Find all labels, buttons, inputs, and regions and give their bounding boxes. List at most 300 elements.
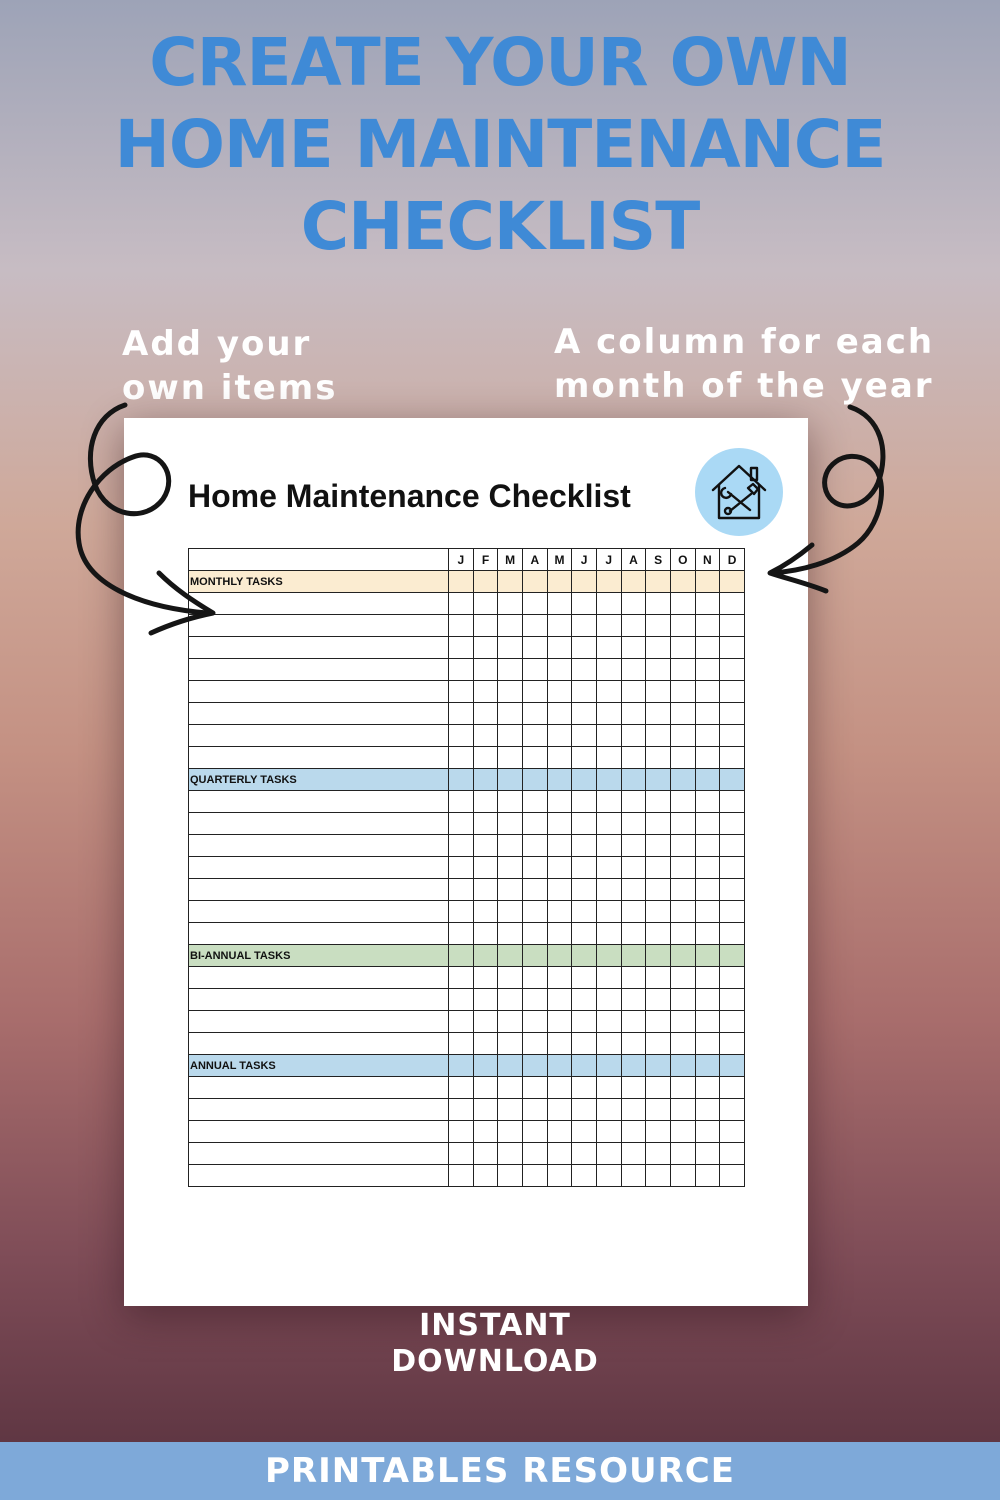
check-cell[interactable] [498,725,523,747]
month-cell[interactable] [547,769,572,791]
check-cell[interactable] [449,681,474,703]
check-cell[interactable] [621,637,646,659]
check-cell[interactable] [572,1099,597,1121]
check-cell[interactable] [473,747,498,769]
check-cell[interactable] [596,1165,621,1187]
check-cell[interactable] [547,1033,572,1055]
check-cell[interactable] [646,1077,671,1099]
check-cell[interactable] [621,681,646,703]
check-cell[interactable] [498,857,523,879]
check-cell[interactable] [572,681,597,703]
check-cell[interactable] [522,1121,547,1143]
check-cell[interactable] [473,1033,498,1055]
task-cell[interactable] [189,1099,449,1121]
check-cell[interactable] [720,901,745,923]
task-cell[interactable] [189,703,449,725]
check-cell[interactable] [695,967,720,989]
check-cell[interactable] [522,923,547,945]
check-cell[interactable] [547,593,572,615]
check-cell[interactable] [572,659,597,681]
check-cell[interactable] [449,1121,474,1143]
month-cell[interactable] [670,769,695,791]
check-cell[interactable] [572,1011,597,1033]
month-cell[interactable] [695,1055,720,1077]
month-cell[interactable] [646,1055,671,1077]
month-cell[interactable] [670,1055,695,1077]
check-cell[interactable] [695,835,720,857]
check-cell[interactable] [473,1099,498,1121]
check-cell[interactable] [473,725,498,747]
check-cell[interactable] [596,681,621,703]
check-cell[interactable] [670,989,695,1011]
check-cell[interactable] [695,1143,720,1165]
check-cell[interactable] [572,1077,597,1099]
check-cell[interactable] [498,1121,523,1143]
check-cell[interactable] [498,1077,523,1099]
check-cell[interactable] [572,1143,597,1165]
check-cell[interactable] [720,857,745,879]
check-cell[interactable] [596,615,621,637]
check-cell[interactable] [646,615,671,637]
check-cell[interactable] [572,857,597,879]
check-cell[interactable] [572,923,597,945]
month-cell[interactable] [498,769,523,791]
check-cell[interactable] [449,725,474,747]
check-cell[interactable] [621,1033,646,1055]
check-cell[interactable] [473,1165,498,1187]
task-cell[interactable] [189,1143,449,1165]
check-cell[interactable] [720,1099,745,1121]
month-cell[interactable] [646,571,671,593]
check-cell[interactable] [621,967,646,989]
check-cell[interactable] [498,1143,523,1165]
check-cell[interactable] [473,1143,498,1165]
check-cell[interactable] [670,923,695,945]
check-cell[interactable] [473,791,498,813]
check-cell[interactable] [720,1033,745,1055]
check-cell[interactable] [498,659,523,681]
month-cell[interactable] [621,571,646,593]
check-cell[interactable] [498,923,523,945]
month-cell[interactable] [621,769,646,791]
check-cell[interactable] [720,1121,745,1143]
check-cell[interactable] [596,813,621,835]
task-cell[interactable] [189,725,449,747]
check-cell[interactable] [572,703,597,725]
check-cell[interactable] [621,923,646,945]
check-cell[interactable] [449,1165,474,1187]
task-cell[interactable] [189,923,449,945]
check-cell[interactable] [449,703,474,725]
check-cell[interactable] [572,637,597,659]
month-cell[interactable] [547,1055,572,1077]
check-cell[interactable] [572,593,597,615]
check-cell[interactable] [522,813,547,835]
month-cell[interactable] [646,945,671,967]
check-cell[interactable] [473,923,498,945]
check-cell[interactable] [720,989,745,1011]
check-cell[interactable] [596,725,621,747]
check-cell[interactable] [449,791,474,813]
check-cell[interactable] [646,1121,671,1143]
month-cell[interactable] [596,571,621,593]
task-cell[interactable] [189,791,449,813]
check-cell[interactable] [720,835,745,857]
check-cell[interactable] [547,1121,572,1143]
check-cell[interactable] [522,989,547,1011]
check-cell[interactable] [720,725,745,747]
check-cell[interactable] [720,923,745,945]
check-cell[interactable] [596,791,621,813]
check-cell[interactable] [547,703,572,725]
check-cell[interactable] [547,1165,572,1187]
check-cell[interactable] [646,1033,671,1055]
check-cell[interactable] [473,593,498,615]
check-cell[interactable] [473,879,498,901]
check-cell[interactable] [547,681,572,703]
month-cell[interactable] [473,1055,498,1077]
check-cell[interactable] [572,615,597,637]
check-cell[interactable] [522,857,547,879]
check-cell[interactable] [522,791,547,813]
check-cell[interactable] [522,637,547,659]
month-cell[interactable] [473,769,498,791]
month-cell[interactable] [720,1055,745,1077]
check-cell[interactable] [670,813,695,835]
check-cell[interactable] [547,747,572,769]
check-cell[interactable] [596,1033,621,1055]
check-cell[interactable] [449,813,474,835]
check-cell[interactable] [473,637,498,659]
task-cell[interactable] [189,1033,449,1055]
check-cell[interactable] [449,967,474,989]
check-cell[interactable] [695,791,720,813]
check-cell[interactable] [646,1011,671,1033]
check-cell[interactable] [695,1011,720,1033]
check-cell[interactable] [498,813,523,835]
check-cell[interactable] [720,615,745,637]
check-cell[interactable] [498,1011,523,1033]
month-cell[interactable] [720,571,745,593]
check-cell[interactable] [646,1143,671,1165]
month-cell[interactable] [449,945,474,967]
check-cell[interactable] [621,615,646,637]
check-cell[interactable] [498,637,523,659]
check-cell[interactable] [695,1077,720,1099]
check-cell[interactable] [596,593,621,615]
task-cell[interactable] [189,857,449,879]
check-cell[interactable] [695,989,720,1011]
check-cell[interactable] [596,1099,621,1121]
month-cell[interactable] [720,769,745,791]
check-cell[interactable] [695,747,720,769]
check-cell[interactable] [522,967,547,989]
month-cell[interactable] [522,769,547,791]
check-cell[interactable] [596,637,621,659]
check-cell[interactable] [646,703,671,725]
month-cell[interactable] [621,945,646,967]
check-cell[interactable] [646,879,671,901]
check-cell[interactable] [449,747,474,769]
check-cell[interactable] [547,791,572,813]
check-cell[interactable] [695,857,720,879]
check-cell[interactable] [646,1099,671,1121]
check-cell[interactable] [695,1033,720,1055]
check-cell[interactable] [720,791,745,813]
check-cell[interactable] [547,1011,572,1033]
month-cell[interactable] [522,1055,547,1077]
check-cell[interactable] [670,659,695,681]
check-cell[interactable] [695,615,720,637]
check-cell[interactable] [646,681,671,703]
month-cell[interactable] [572,1055,597,1077]
check-cell[interactable] [670,967,695,989]
check-cell[interactable] [522,879,547,901]
check-cell[interactable] [621,747,646,769]
check-cell[interactable] [449,659,474,681]
check-cell[interactable] [670,725,695,747]
check-cell[interactable] [670,703,695,725]
month-cell[interactable] [449,769,474,791]
check-cell[interactable] [621,1121,646,1143]
check-cell[interactable] [498,989,523,1011]
check-cell[interactable] [720,747,745,769]
check-cell[interactable] [522,1165,547,1187]
check-cell[interactable] [547,901,572,923]
check-cell[interactable] [547,1143,572,1165]
task-cell[interactable] [189,681,449,703]
check-cell[interactable] [621,791,646,813]
task-cell[interactable] [189,813,449,835]
check-cell[interactable] [646,989,671,1011]
check-cell[interactable] [547,615,572,637]
check-cell[interactable] [670,857,695,879]
check-cell[interactable] [695,923,720,945]
month-cell[interactable] [596,769,621,791]
check-cell[interactable] [695,1121,720,1143]
check-cell[interactable] [522,1033,547,1055]
check-cell[interactable] [596,879,621,901]
check-cell[interactable] [473,1121,498,1143]
check-cell[interactable] [473,835,498,857]
check-cell[interactable] [547,967,572,989]
check-cell[interactable] [522,835,547,857]
check-cell[interactable] [596,923,621,945]
check-cell[interactable] [720,1143,745,1165]
check-cell[interactable] [621,989,646,1011]
check-cell[interactable] [572,791,597,813]
check-cell[interactable] [522,1077,547,1099]
check-cell[interactable] [449,923,474,945]
task-cell[interactable] [189,747,449,769]
check-cell[interactable] [498,1033,523,1055]
check-cell[interactable] [720,967,745,989]
check-cell[interactable] [670,1077,695,1099]
check-cell[interactable] [522,659,547,681]
month-cell[interactable] [547,945,572,967]
check-cell[interactable] [720,813,745,835]
check-cell[interactable] [670,1165,695,1187]
check-cell[interactable] [695,593,720,615]
month-cell[interactable] [695,769,720,791]
check-cell[interactable] [621,901,646,923]
check-cell[interactable] [473,901,498,923]
check-cell[interactable] [572,1121,597,1143]
check-cell[interactable] [572,1033,597,1055]
task-cell[interactable] [189,659,449,681]
check-cell[interactable] [449,1143,474,1165]
check-cell[interactable] [670,1099,695,1121]
check-cell[interactable] [522,1143,547,1165]
check-cell[interactable] [473,1011,498,1033]
check-cell[interactable] [449,835,474,857]
month-cell[interactable] [646,769,671,791]
check-cell[interactable] [596,967,621,989]
month-cell[interactable] [596,1055,621,1077]
check-cell[interactable] [522,747,547,769]
month-cell[interactable] [522,945,547,967]
check-cell[interactable] [596,901,621,923]
check-cell[interactable] [572,813,597,835]
check-cell[interactable] [498,879,523,901]
check-cell[interactable] [596,747,621,769]
check-cell[interactable] [646,659,671,681]
check-cell[interactable] [547,835,572,857]
check-cell[interactable] [498,593,523,615]
check-cell[interactable] [646,1165,671,1187]
month-cell[interactable] [621,1055,646,1077]
check-cell[interactable] [547,637,572,659]
check-cell[interactable] [720,659,745,681]
check-cell[interactable] [670,1121,695,1143]
check-cell[interactable] [572,725,597,747]
check-cell[interactable] [695,879,720,901]
task-cell[interactable] [189,901,449,923]
check-cell[interactable] [473,1077,498,1099]
task-cell[interactable] [189,1077,449,1099]
check-cell[interactable] [596,835,621,857]
check-cell[interactable] [522,681,547,703]
check-cell[interactable] [621,1165,646,1187]
check-cell[interactable] [621,1011,646,1033]
check-cell[interactable] [695,813,720,835]
check-cell[interactable] [720,879,745,901]
check-cell[interactable] [646,813,671,835]
check-cell[interactable] [621,1143,646,1165]
check-cell[interactable] [498,1165,523,1187]
month-cell[interactable] [449,1055,474,1077]
check-cell[interactable] [670,593,695,615]
month-cell[interactable] [572,571,597,593]
month-cell[interactable] [695,571,720,593]
task-cell[interactable] [189,1121,449,1143]
check-cell[interactable] [449,1099,474,1121]
check-cell[interactable] [596,989,621,1011]
check-cell[interactable] [572,879,597,901]
check-cell[interactable] [522,703,547,725]
check-cell[interactable] [695,703,720,725]
check-cell[interactable] [720,681,745,703]
check-cell[interactable] [498,835,523,857]
check-cell[interactable] [498,747,523,769]
check-cell[interactable] [646,747,671,769]
check-cell[interactable] [720,1077,745,1099]
check-cell[interactable] [522,593,547,615]
check-cell[interactable] [498,901,523,923]
month-cell[interactable] [473,571,498,593]
check-cell[interactable] [670,879,695,901]
check-cell[interactable] [449,637,474,659]
check-cell[interactable] [621,813,646,835]
check-cell[interactable] [498,703,523,725]
check-cell[interactable] [646,791,671,813]
month-cell[interactable] [670,571,695,593]
month-cell[interactable] [596,945,621,967]
task-cell[interactable] [189,967,449,989]
month-cell[interactable] [720,945,745,967]
check-cell[interactable] [596,1011,621,1033]
check-cell[interactable] [498,681,523,703]
check-cell[interactable] [596,857,621,879]
check-cell[interactable] [473,989,498,1011]
check-cell[interactable] [670,681,695,703]
check-cell[interactable] [621,835,646,857]
check-cell[interactable] [498,791,523,813]
month-cell[interactable] [547,571,572,593]
check-cell[interactable] [522,1011,547,1033]
check-cell[interactable] [646,923,671,945]
task-cell[interactable] [189,989,449,1011]
month-cell[interactable] [522,571,547,593]
check-cell[interactable] [449,989,474,1011]
check-cell[interactable] [596,1121,621,1143]
check-cell[interactable] [646,857,671,879]
check-cell[interactable] [572,967,597,989]
check-cell[interactable] [473,659,498,681]
check-cell[interactable] [670,615,695,637]
check-cell[interactable] [695,725,720,747]
check-cell[interactable] [670,835,695,857]
month-cell[interactable] [572,945,597,967]
check-cell[interactable] [572,747,597,769]
check-cell[interactable] [621,1099,646,1121]
check-cell[interactable] [695,637,720,659]
task-cell[interactable] [189,835,449,857]
check-cell[interactable] [695,659,720,681]
check-cell[interactable] [621,659,646,681]
check-cell[interactable] [473,681,498,703]
task-cell[interactable] [189,1165,449,1187]
check-cell[interactable] [522,725,547,747]
check-cell[interactable] [547,725,572,747]
month-cell[interactable] [473,945,498,967]
check-cell[interactable] [720,637,745,659]
check-cell[interactable] [473,967,498,989]
check-cell[interactable] [547,857,572,879]
check-cell[interactable] [646,593,671,615]
check-cell[interactable] [547,923,572,945]
task-cell[interactable] [189,879,449,901]
check-cell[interactable] [670,791,695,813]
check-cell[interactable] [670,901,695,923]
check-cell[interactable] [596,1143,621,1165]
check-cell[interactable] [473,813,498,835]
check-cell[interactable] [596,1077,621,1099]
check-cell[interactable] [670,747,695,769]
check-cell[interactable] [547,1077,572,1099]
check-cell[interactable] [720,1165,745,1187]
check-cell[interactable] [547,659,572,681]
